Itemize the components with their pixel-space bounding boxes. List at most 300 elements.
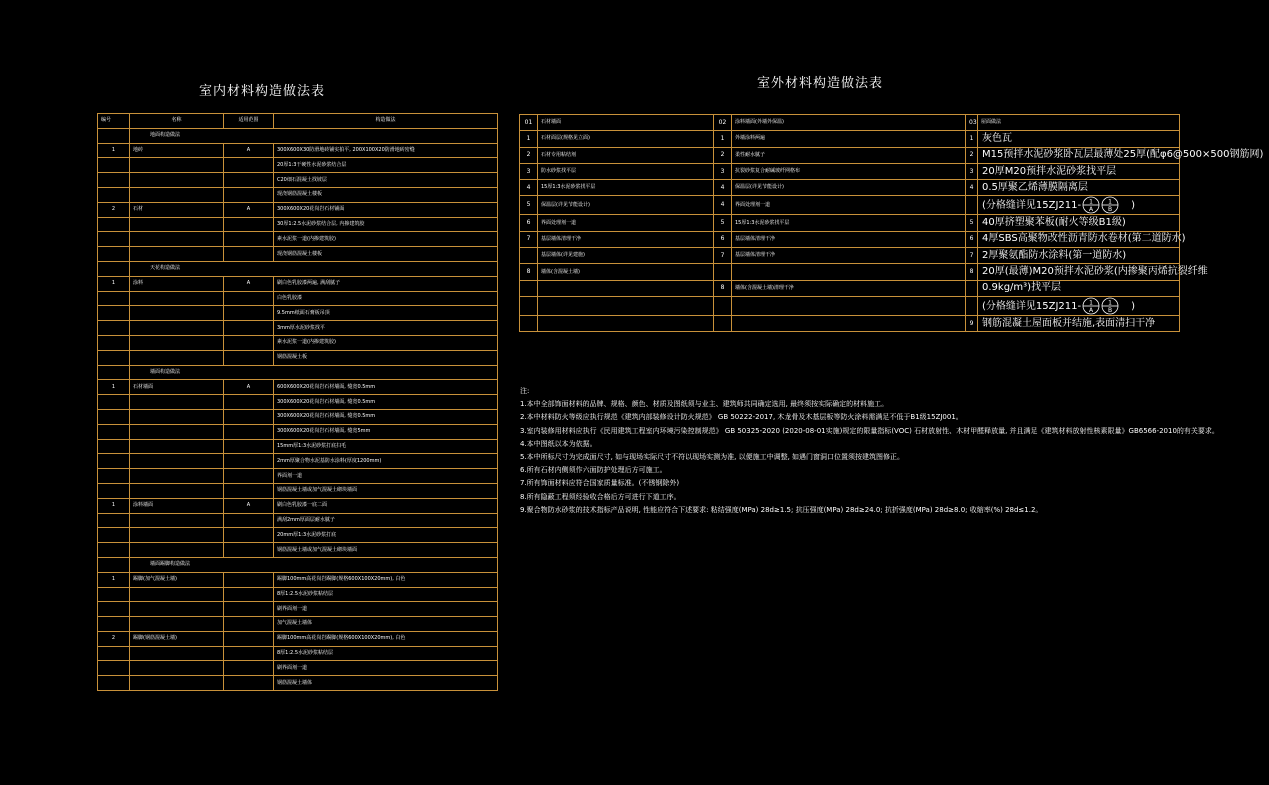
paint-step-text: 界面处理剂一道	[732, 196, 966, 215]
paint-step-number: 1	[714, 131, 732, 147]
indoor-materials-table	[97, 113, 498, 691]
roof-step-cell	[978, 315, 1180, 331]
roof-step-text: 0.9kg/m³)找平层	[982, 282, 1062, 294]
table-row	[98, 646, 498, 661]
row-scope	[224, 439, 274, 454]
row-construction: 20厚1:3干硬性水泥砂浆结合层	[274, 158, 498, 173]
row-number	[98, 232, 130, 247]
row-scope	[224, 247, 274, 262]
row-construction: 15mm厚1:3水泥砂浆打底扫毛	[274, 439, 498, 454]
row-number	[98, 602, 130, 617]
note-line: 8.所有隐蔽工程须经验收合格后方可进行下道工序。	[520, 492, 681, 501]
roof-step-cell	[978, 215, 1180, 231]
row-number	[98, 676, 130, 691]
row-scope	[224, 528, 274, 543]
row-number	[98, 173, 130, 188]
table-row	[98, 617, 498, 632]
roof-step-text: 20厚M20预拌水泥砂浆找平层	[982, 165, 1117, 177]
stone-step-text: 15厚1:3水泥砂浆找平层	[538, 180, 714, 196]
row-name	[130, 350, 224, 365]
stone-step-text	[538, 280, 714, 296]
row-scope	[224, 350, 274, 365]
table-row	[98, 454, 498, 469]
table-row	[98, 291, 498, 306]
stone-step-text	[538, 315, 714, 331]
table-row	[98, 173, 498, 188]
stone-step-number: 1	[520, 131, 538, 147]
row-construction: 界面剂一道	[274, 469, 498, 484]
roof-step-cell	[978, 147, 1264, 163]
row-construction: 300X600X30防滑地砖铺实拍平, 200X100X20防滑地砖密缝	[274, 143, 498, 158]
row-scope: A	[224, 380, 274, 395]
row-name	[130, 617, 224, 632]
roof-step-cell	[978, 163, 1180, 179]
row-construction: 刷界面剂一道	[274, 661, 498, 676]
stone-step-number: 7	[520, 231, 538, 247]
row-name	[130, 291, 224, 306]
row-name	[130, 335, 224, 350]
roof-step-number: 4	[966, 180, 978, 196]
row-scope	[224, 676, 274, 691]
row-construction: 现浇钢筋混凝土楼板	[274, 247, 498, 262]
row-scope: A	[224, 276, 274, 291]
table-row	[98, 572, 498, 587]
symbol-bottom: B	[1108, 306, 1113, 314]
symbol-top: 1	[1089, 198, 1094, 206]
row-name	[130, 395, 224, 410]
section-row	[98, 128, 498, 143]
symbol-top: 1	[1108, 299, 1113, 307]
row-construction: 9.5mm纸面石膏板吊顶	[274, 306, 498, 321]
row-construction: 踢脚100mm高花岗岩踢脚(规格600X100X20mm), 白色	[274, 572, 498, 587]
right-table-title: 室外材料构造做法表	[757, 76, 884, 91]
section-title: 墙面构造做法	[130, 365, 498, 380]
row-construction: 素水泥浆一道(内掺建筑胶)	[274, 335, 498, 350]
row-construction: 刷白色乳胶漆两遍, 满刮腻子	[274, 276, 498, 291]
stone-step-text: 基层墙体清理干净	[538, 231, 714, 247]
roof-step-number	[966, 296, 978, 315]
row-number	[98, 335, 130, 350]
paint-step-text: 柔性耐水腻子	[732, 147, 966, 163]
row-construction: 加气混凝土墙体	[274, 617, 498, 632]
roof-step-number: 1	[966, 131, 978, 147]
stone-step-number: 6	[520, 215, 538, 231]
note-line: 3.室内装修用材料应执行《民用建筑工程室内环境污染控制规范》 GB 50325-2020 (2020-08-01实施)规定的限量指标(VOC) 石材放射性、木材甲醛释放量, 并且满足《建筑材料放射性核素限量》GB6566-2010的有关要求。	[520, 426, 1219, 435]
row-name: 地砖	[130, 143, 224, 158]
table-row	[98, 661, 498, 676]
left-table-title: 室内材料构造做法表	[199, 84, 326, 99]
roof-step-number: 9	[966, 315, 978, 331]
row-name	[130, 646, 224, 661]
table-row	[98, 395, 498, 410]
row-name	[130, 439, 224, 454]
row-construction: C20细石混凝土找坡层	[274, 173, 498, 188]
table-row	[520, 315, 1180, 331]
detail-index-symbol	[1082, 297, 1100, 315]
paint-step-number: 7	[714, 248, 732, 264]
table-row	[98, 232, 498, 247]
section-blank	[98, 557, 130, 572]
paint-step-number: 2	[714, 147, 732, 163]
row-number	[98, 661, 130, 676]
roof-step-text: 灰色瓦	[982, 132, 1012, 144]
symbol-top: 1	[1089, 299, 1094, 307]
row-construction: 8厚1:2.5水泥砂浆粘结层	[274, 587, 498, 602]
row-number	[98, 395, 130, 410]
table-row	[98, 217, 498, 232]
detail-index-symbol	[1082, 196, 1100, 214]
detail-index-symbol	[1101, 297, 1119, 315]
table-row	[98, 276, 498, 291]
stone-step-text: 墙体(含混凝土墙)	[538, 264, 714, 280]
roof-step-cell	[978, 280, 1180, 296]
paint-step-text: 抗裂砂浆复合耐碱玻纤网格布	[732, 163, 966, 179]
row-name	[130, 247, 224, 262]
paint-step-text: 基层墙体清理干净	[732, 231, 966, 247]
roof-step-number: 8	[966, 264, 978, 280]
table-row	[98, 439, 498, 454]
notes-block	[520, 385, 1220, 517]
section-row	[98, 261, 498, 276]
row-construction: 600X600X20花岗岩石材墙面, 缝宽0.5mm	[274, 380, 498, 395]
roof-step-number	[966, 196, 978, 215]
row-scope	[224, 158, 274, 173]
row-scope	[224, 217, 274, 232]
row-construction: 钢筋混凝土墙或加气混凝土砌块墙面	[274, 543, 498, 558]
row-number	[98, 158, 130, 173]
stone-step-text: 界面处理剂一道	[538, 215, 714, 231]
row-name	[130, 187, 224, 202]
row-number: 1	[98, 380, 130, 395]
row-number	[98, 543, 130, 558]
row-number	[98, 587, 130, 602]
paint-step-number: 4	[714, 180, 732, 196]
row-scope	[224, 291, 274, 306]
row-scope	[224, 454, 274, 469]
header-col-02: 02	[714, 115, 732, 131]
stone-step-text: 基层墙体(详见建施)	[538, 248, 714, 264]
table-row	[98, 202, 498, 217]
row-number	[98, 187, 130, 202]
row-number: 1	[98, 143, 130, 158]
roof-step-text: (分格缝详见15ZJ211-	[982, 200, 1082, 212]
header-scope: 适用范围	[224, 114, 274, 129]
row-name: 涂料	[130, 276, 224, 291]
row-name	[130, 321, 224, 336]
row-construction: 刷界面剂一道	[274, 602, 498, 617]
row-scope	[224, 617, 274, 632]
table-row	[98, 187, 498, 202]
note-line: 5.本中所标尺寸为完成面尺寸, 如与现场实际尺寸不符以现场实测为准, 以便施工中调整, 如遇门窗洞口位置须按建筑图修正。	[520, 453, 905, 462]
stone-step-text	[538, 296, 714, 315]
row-construction: 8厚1:2.5水泥砂浆粘结层	[274, 646, 498, 661]
stone-step-number	[520, 280, 538, 296]
row-name	[130, 483, 224, 498]
closing-paren: )	[1131, 300, 1136, 312]
roof-step-text: 0.5厚聚乙烯薄膜隔离层	[982, 181, 1088, 193]
row-scope	[224, 335, 274, 350]
row-construction: 30厚1:2.5水泥砂浆结合层, 内掺建筑胶	[274, 217, 498, 232]
paint-step-text	[732, 315, 966, 331]
stone-step-number: 4	[520, 180, 538, 196]
stone-step-number: 2	[520, 147, 538, 163]
paint-step-number: 5	[714, 215, 732, 231]
row-name	[130, 306, 224, 321]
row-construction: 300X600X20花岗岩石材墙面, 缝宽5mm	[274, 424, 498, 439]
table-row	[520, 231, 1180, 247]
paint-step-text: 墙体(含混凝土墙)清理干净	[732, 280, 966, 296]
row-name	[130, 173, 224, 188]
row-construction: 满刮2mm厚面层耐水腻子	[274, 513, 498, 528]
row-name	[130, 424, 224, 439]
row-name	[130, 469, 224, 484]
closing-paren: )	[1131, 200, 1136, 212]
table-row	[98, 631, 498, 646]
section-row	[98, 365, 498, 380]
stone-step-number	[520, 296, 538, 315]
row-number	[98, 646, 130, 661]
symbol-bottom: A	[1089, 206, 1094, 214]
header-number: 编号	[98, 114, 130, 129]
note-line: 6.所有石材内侧须作六面防护处理后方可施工。	[520, 466, 667, 475]
roof-step-text: 2厚聚氨酯防水涂料(第一道防水)	[982, 249, 1127, 261]
row-scope	[224, 513, 274, 528]
row-scope	[224, 395, 274, 410]
paint-step-number	[714, 315, 732, 331]
table-row	[520, 196, 1180, 215]
row-construction: 300X600X20花岗岩石材墙面, 缝宽0.5mm	[274, 409, 498, 424]
paint-step-number: 6	[714, 231, 732, 247]
roof-step-text: (分格缝详见15ZJ211-	[982, 300, 1082, 312]
header-col-01: 01	[520, 115, 538, 131]
table-row	[98, 543, 498, 558]
row-scope	[224, 232, 274, 247]
row-scope	[224, 424, 274, 439]
note-line: 9.聚合物防水砂浆的技术指标产品说明, 性能应符合下述要求: 粘结强度(MPa) 28d≥1.5; 抗压强度(MPa) 28d≥24.0; 抗折强度(MPa) 28d≥8.0; 收缩率(%) 28d≤1.2。	[520, 505, 1043, 514]
row-scope	[224, 572, 274, 587]
row-name	[130, 543, 224, 558]
row-number	[98, 513, 130, 528]
row-name	[130, 587, 224, 602]
row-scope	[224, 469, 274, 484]
row-construction: 白色乳胶漆	[274, 291, 498, 306]
paint-step-number	[714, 264, 732, 280]
header-construction: 构造做法	[274, 114, 498, 129]
row-name	[130, 602, 224, 617]
row-scope	[224, 173, 274, 188]
table-row	[98, 143, 498, 158]
roof-step-text: 4厚SBS高聚物改性沥青防水卷材(第二道防水)	[982, 233, 1186, 245]
row-number	[98, 424, 130, 439]
header-roof: 屋面做法	[978, 115, 1180, 131]
table-row	[520, 280, 1180, 296]
row-number	[98, 247, 130, 262]
table-row	[98, 306, 498, 321]
table-row	[98, 602, 498, 617]
row-number	[98, 306, 130, 321]
roof-step-cell	[978, 296, 1180, 315]
row-name	[130, 409, 224, 424]
stone-step-text: 防水砂浆找平层	[538, 163, 714, 179]
table-row	[98, 335, 498, 350]
note-line: 1.本中全部饰面材料的品牌、规格、颜色、材质及图纸须与业主、建筑师共同确定选用, 最终须按实际确定的材料施工。	[520, 400, 889, 409]
roof-step-cell	[978, 196, 1180, 215]
table-row	[520, 180, 1180, 196]
section-blank	[98, 365, 130, 380]
row-scope	[224, 661, 274, 676]
row-number: 1	[98, 498, 130, 513]
roof-step-cell	[978, 231, 1186, 247]
stone-step-number	[520, 248, 538, 264]
stone-step-number	[520, 315, 538, 331]
table-row	[520, 296, 1180, 315]
roof-step-text: 20厚(最薄)M20预拌水泥砂浆(内掺聚丙烯抗裂纤维	[982, 266, 1208, 278]
row-scope	[224, 543, 274, 558]
table-row	[98, 469, 498, 484]
section-blank	[98, 261, 130, 276]
header-paint-wall: 涂料墙面(外墙外保温)	[732, 115, 966, 131]
table-row	[520, 264, 1180, 280]
row-construction: 钢筋混凝土板	[274, 350, 498, 365]
roof-step-cell	[978, 264, 1208, 280]
row-name	[130, 158, 224, 173]
row-number	[98, 469, 130, 484]
paint-step-text	[732, 264, 966, 280]
table-row	[98, 380, 498, 395]
row-name	[130, 454, 224, 469]
row-number: 1	[98, 276, 130, 291]
row-construction: 素水泥浆一道(内掺建筑胶)	[274, 232, 498, 247]
roof-step-number: 2	[966, 147, 978, 163]
stone-step-text: 石材面层(规格见立面)	[538, 131, 714, 147]
row-construction: 踢脚100mm高花岗岩踢脚(规格600X100X20mm), 白色	[274, 631, 498, 646]
stone-step-number: 5	[520, 196, 538, 215]
row-name	[130, 528, 224, 543]
section-title: 天花构造做法	[130, 261, 498, 276]
roof-step-cell	[978, 180, 1180, 196]
row-scope: A	[224, 498, 274, 513]
row-number	[98, 350, 130, 365]
paint-step-text: 基层墙体清理干净	[732, 248, 966, 264]
row-number	[98, 483, 130, 498]
row-number	[98, 528, 130, 543]
symbol-bottom: A	[1089, 306, 1094, 314]
roof-step-text: M15预拌水泥砂浆卧瓦层最薄处25厚(配φ6@500×500钢筋网)	[982, 149, 1264, 161]
row-number	[98, 409, 130, 424]
roof-step-text: 钢筋混凝土屋面板并结施,表面清扫干净	[982, 317, 1156, 329]
row-number	[98, 454, 130, 469]
header-stone-wall: 石材墙面	[538, 115, 714, 131]
table-row	[98, 247, 498, 262]
row-scope	[224, 587, 274, 602]
roof-step-number: 6	[966, 231, 978, 247]
table-row	[520, 215, 1180, 231]
row-number: 2	[98, 631, 130, 646]
stone-step-number: 3	[520, 163, 538, 179]
row-scope	[224, 321, 274, 336]
row-construction: 20mm厚1:3水泥砂浆打底	[274, 528, 498, 543]
table-row	[98, 528, 498, 543]
roof-step-cell	[978, 131, 1180, 147]
outdoor-materials-table	[519, 114, 1264, 332]
row-construction: 300X600X20花岗岩石材铺面	[274, 202, 498, 217]
table-row	[98, 424, 498, 439]
note-line: 2.本中材料防火等级应执行规范《建筑内部装修设计防火规范》 GB 50222-2017, 木龙骨及木基层板等防火涂料需满足不低于B1级15ZJ001。	[520, 413, 963, 422]
paint-step-text: 15厚1:3水泥砂浆找平层	[732, 215, 966, 231]
note-line: 4.本中图纸以本为依据。	[520, 439, 597, 448]
symbol-top: 1	[1108, 198, 1113, 206]
table-row	[98, 587, 498, 602]
detail-index-symbol	[1101, 196, 1119, 214]
header-name: 名称	[130, 114, 224, 129]
row-construction: 钢筋混凝土墙体	[274, 676, 498, 691]
header-col-03: 03	[966, 115, 978, 131]
row-number	[98, 617, 130, 632]
row-name: 踢脚(加气混凝土墙)	[130, 572, 224, 587]
symbol-bottom: B	[1108, 206, 1113, 214]
row-number	[98, 439, 130, 454]
stone-step-text: 保温层(详见节能设计)	[538, 196, 714, 215]
table-row	[98, 483, 498, 498]
row-scope: A	[224, 202, 274, 217]
row-name: 石材	[130, 202, 224, 217]
indoor-table-header	[98, 114, 498, 129]
paint-step-number: 3	[714, 163, 732, 179]
row-construction: 2mm厚聚合物水泥基防水涂料(厚度1200mm)	[274, 454, 498, 469]
table-row	[520, 248, 1180, 264]
row-name	[130, 676, 224, 691]
stone-step-text: 石材专用粘结剂	[538, 147, 714, 163]
paint-step-number: 4	[714, 196, 732, 215]
row-scope	[224, 646, 274, 661]
table-row	[520, 131, 1180, 147]
paint-step-number: 8	[714, 280, 732, 296]
row-number: 2	[98, 202, 130, 217]
stone-step-number: 8	[520, 264, 538, 280]
row-number	[98, 291, 130, 306]
row-construction: 刷白色乳胶漆一底二面	[274, 498, 498, 513]
roof-step-text: 40厚挤塑聚苯板(耐火等级B1级)	[982, 217, 1126, 229]
row-construction: 3mm厚水泥砂浆找平	[274, 321, 498, 336]
table-row	[520, 147, 1180, 163]
row-scope: A	[224, 143, 274, 158]
row-scope	[224, 187, 274, 202]
row-scope	[224, 602, 274, 617]
table-row	[98, 409, 498, 424]
table-row	[98, 513, 498, 528]
row-name: 踢脚(钢筋混凝土墙)	[130, 631, 224, 646]
row-number	[98, 321, 130, 336]
roof-step-number: 3	[966, 163, 978, 179]
row-construction: 钢筋混凝土墙或加气混凝土砌块墙面	[274, 483, 498, 498]
row-name	[130, 217, 224, 232]
outdoor-table-header	[520, 115, 1180, 131]
section-blank	[98, 128, 130, 143]
row-name: 涂料墙面	[130, 498, 224, 513]
section-row	[98, 557, 498, 572]
row-name: 石材墙面	[130, 380, 224, 395]
row-name	[130, 232, 224, 247]
paint-step-text: 外墙涂料两遍	[732, 131, 966, 147]
table-row	[98, 350, 498, 365]
row-name	[130, 661, 224, 676]
table-row	[98, 158, 498, 173]
section-title: 墙面踢脚构造做法	[130, 557, 498, 572]
row-name	[130, 513, 224, 528]
note-line: 7.所有饰面材料应符合国家质量标准。(不锈钢除外)	[520, 479, 680, 488]
paint-step-text	[732, 296, 966, 315]
table-row	[98, 676, 498, 691]
